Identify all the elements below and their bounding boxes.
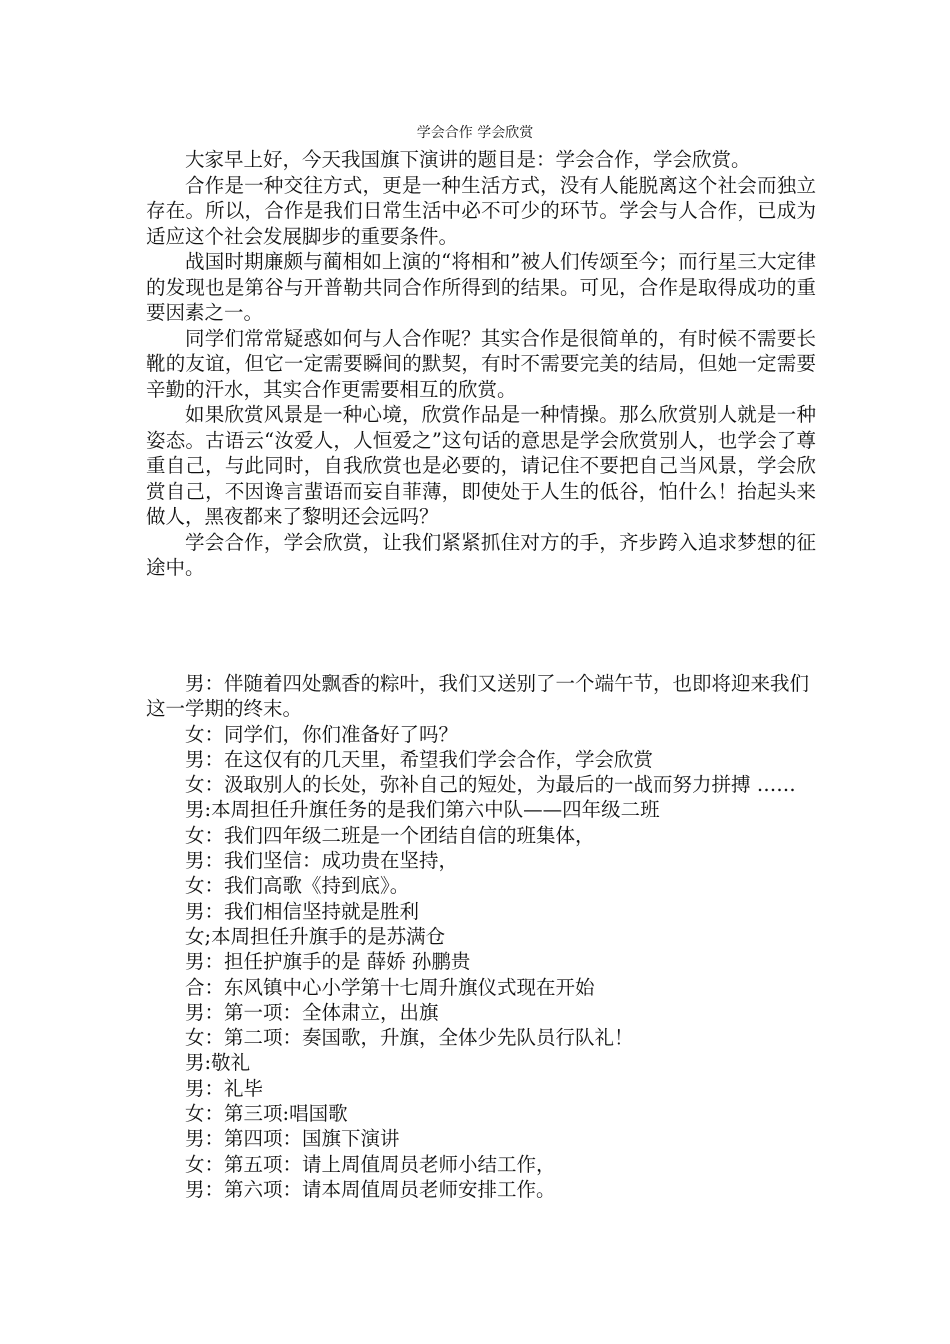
script-line: 男：我们相信坚持就是胜利 [185,899,420,923]
script-line: 男：第四项：国旗下演讲 [185,1127,400,1151]
script-line: 女：第五项：请上周值周员老师小结工作， [185,1152,556,1176]
script-line: 女：我们四年级二班是一个团结自信的班集体， [185,823,595,847]
ceremony-script [146,671,816,1202]
script-line: 男：担任护旗手的是 薛娇 孙鹏贵 [185,950,471,974]
script-line: 男：第一项：全体肃立，出旗 [185,1000,439,1024]
speech-paragraph: 战国时期廉颇与蔺相如上演的“将相和”被人们传颂至今；而行星三大定律的发现也是第谷与开普勒共同合作所得到的结果。可见，合作是取得成功的重要因素之一。 [146,250,816,324]
script-line: 男：我们坚信：成功贵在坚持， [185,849,459,873]
speech-body [146,147,816,581]
script-line: 男：伴随着四处飘香的粽叶，我们又送别了一个端午节，也即将迎来我们这一学期的终末。 [146,672,810,721]
speech-paragraph: 如果欣赏风景是一种心境，欣赏作品是一种情操。那么欣赏别人就是一种姿态。古语云“汝爱人，人恒爱之”这句话的意思是学会欣赏别人，也学会了尊重自己，与此同时，自我欣赏也是必要的，请记住不要把自己当风景，学会欣赏自己，不因谗言蜚语而妄自菲薄，即使处于人生的低谷，怕什么！抬起头来做人，黑夜都来了黎明还会远吗？ [146,403,816,528]
script-line: 男:敬礼 [185,1051,251,1075]
speech-paragraph: 同学们常常疑惑如何与人合作呢？其实合作是很简单的，有时候不需要长靴的友谊，但它一定需要瞬间的默契，有时不需要完美的结局，但她一定需要辛勤的汗水，其实合作更需要相互的欣赏。 [146,326,816,401]
script-line: 女：汲取别人的长处，弥补自己的短处，为最后的一战而努力拼搏 …… [185,773,796,797]
document-title: 学会合作 学会欣赏 [416,125,534,141]
script-line: 女;本周担任升旗手的是苏满仓 [185,924,446,948]
script-line: 男：在这仅有的几天里，希望我们学会合作，学会欣赏 [185,747,654,771]
script-line: 男：第六项：请本周值周员老师安排工作。 [185,1177,556,1201]
script-line: 合：东风镇中心小学第十七周升旗仪式现在开始 [185,975,595,999]
script-line: 男：礼毕 [185,1076,264,1100]
speech-paragraph: 大家早上好，今天我国旗下演讲的题目是：学会合作，学会欣赏。 [185,148,751,171]
script-line: 男:本周担任升旗任务的是我们第六中队——四年级二班 [185,798,660,822]
speech-paragraph: 合作是一种交往方式，更是一种生活方式，没有人能脱离这个社会而独立存在。所以，合作是我们日常生活中必不可少的环节。学会与人合作，已成为适应这个社会发展脚步的重要条件。 [146,173,816,248]
script-line: 女：同学们，你们准备好了吗？ [185,722,459,746]
script-line: 女：我们高歌《持到底》。 [185,874,410,898]
speech-paragraph: 学会合作，学会欣赏，让我们紧紧抓住对方的手，齐步跨入追求梦想的征途中。 [146,530,816,579]
script-line: 女：第二项：奏国歌，升旗，全体少先队员行队礼！ [185,1026,634,1050]
script-line: 女：第三项:唱国歌 [185,1102,348,1126]
